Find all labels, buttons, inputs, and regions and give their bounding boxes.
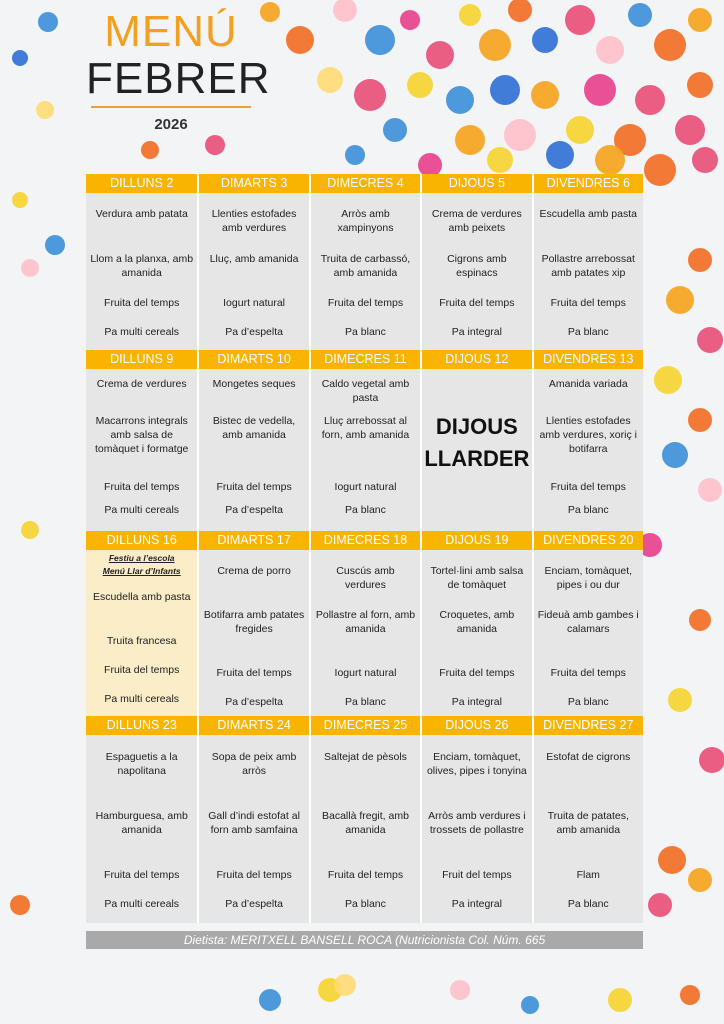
menu-title: [86, 7, 271, 133]
menu-bread: Pa d’espelta: [225, 696, 283, 708]
menu-dessert: Fruita del temps: [216, 869, 292, 881]
confetti-dot: [259, 989, 281, 1011]
menu-bread: Pa multi cereals: [104, 326, 180, 338]
confetti-dot: [455, 125, 485, 155]
confetti-dot: [654, 29, 686, 61]
confetti-dot: [595, 145, 625, 175]
week-3: [86, 531, 643, 716]
festiu-note: Festiu a l’escola: [108, 553, 175, 563]
confetti-dot: [38, 12, 58, 32]
day-header: DIMECRES 11: [309, 350, 420, 369]
day-cell: [309, 193, 420, 350]
confetti-dot: [675, 115, 705, 145]
day-header: DIVENDRES 27: [532, 716, 643, 735]
confetti-dot: [21, 521, 39, 539]
confetti-dot: [205, 135, 225, 155]
menu-bread: Pa blanc: [567, 504, 609, 516]
confetti-dot: [407, 72, 433, 98]
confetti-dot: [658, 846, 686, 874]
menu-dessert: Fruita del temps: [550, 481, 626, 493]
confetti-dot: [334, 974, 356, 996]
week-header: [86, 716, 643, 735]
confetti-dot: [45, 235, 65, 255]
menu-dessert: Fruita del temps: [550, 667, 626, 679]
week-body: [86, 193, 643, 350]
menu-second-course: Lluç arrebossat al forn, amb amanida: [321, 415, 410, 441]
menu-first-course: Crema de verdures amb peixets: [431, 208, 522, 234]
menu-bread: Pa blanc: [345, 898, 386, 910]
day-cell: [309, 735, 420, 923]
title-divider: [91, 106, 251, 108]
confetti-dot: [688, 248, 712, 272]
menu-bread: Pa d’espelta: [225, 898, 283, 910]
menu-first-course: Verdura amb patata: [95, 208, 188, 220]
confetti-dot: [680, 985, 700, 1005]
confetti-dot: [36, 101, 54, 119]
confetti-dot: [479, 29, 511, 61]
day-cell: [86, 735, 197, 923]
confetti-dot: [490, 75, 520, 105]
confetti-dot: [688, 868, 712, 892]
menu-first-course: Espaguetis a la napolitana: [105, 751, 178, 777]
menu-first-course: Llenties estofades amb verdures: [211, 208, 297, 234]
day-header: DIJOUS 26: [420, 716, 531, 735]
confetti-dot: [317, 67, 343, 93]
menu-dessert: Iogurt natural: [223, 297, 286, 309]
menu-dessert: Flam: [576, 869, 600, 881]
menu-first-course: Enciam, tomàquet, olives, pipes i tonyina: [426, 751, 527, 777]
menu-first-course: Escudella amb pasta: [539, 208, 637, 220]
menu-first-course: Cuscús amb verdures: [336, 565, 395, 591]
menu-dessert: Fruita del temps: [327, 297, 404, 309]
menu-grid: [86, 174, 643, 923]
confetti-dot: [666, 286, 694, 314]
day-header: DIMARTS 10: [197, 350, 308, 369]
confetti-dot: [546, 141, 574, 169]
menu-bread: Pa blanc: [345, 696, 386, 708]
menu-first-course: Mongetes seques: [212, 378, 296, 390]
confetti-dot: [688, 408, 712, 432]
menu-dessert: Fruita del temps: [327, 869, 404, 881]
menu-dessert: Fruita del temps: [104, 664, 180, 676]
menu-bread: Pa blanc: [345, 326, 386, 338]
confetti-dot: [365, 25, 395, 55]
confetti-dot: [504, 119, 536, 151]
confetti-dot: [608, 988, 632, 1012]
menu-second-course: Botifarra amb patates fregides: [203, 609, 305, 635]
special-day-label: DIJOUS LLARDER: [424, 414, 530, 471]
menu-dessert: Iogurt natural: [334, 667, 397, 679]
menu-dessert: Fruita del temps: [104, 869, 180, 881]
confetti-dot: [426, 41, 454, 69]
menu-second-course: Pollastre al forn, amb amanida: [315, 609, 416, 635]
day-header: DIJOUS 19: [420, 531, 531, 550]
confetti-dot: [635, 85, 665, 115]
day-header: DIMECRES 25: [309, 716, 420, 735]
confetti-dot: [12, 50, 28, 66]
menu-second-course: Truita francesa: [106, 635, 177, 647]
menu-dessert: Fruita del temps: [216, 481, 292, 493]
day-cell: [197, 193, 308, 350]
day-header: DIVENDRES 6: [532, 174, 643, 193]
menu-bread: Pa d’espelta: [225, 504, 283, 516]
menu-second-course: Pollastre arrebossat amb patates xip: [541, 253, 635, 279]
menu-dessert: Fruita del temps: [439, 297, 515, 309]
day-header: DIMARTS 24: [197, 716, 308, 735]
confetti-dot: [286, 26, 314, 54]
menu-dessert: Fruita del temps: [104, 297, 180, 309]
confetti-dot: [532, 27, 558, 53]
confetti-dot: [260, 2, 280, 22]
day-cell: [197, 369, 308, 531]
confetti-dot: [596, 36, 624, 64]
menu-second-course: Gall d’indi estofat al forn amb samfaina: [208, 810, 300, 836]
confetti-dot: [487, 147, 513, 173]
confetti-dot: [333, 0, 357, 22]
week-header: [86, 174, 643, 193]
menu-second-course: Fideuà amb gambes i calamars: [537, 609, 639, 635]
menu-dessert: Fruita del temps: [550, 297, 626, 309]
menu-first-course: Arròs amb xampinyons: [337, 208, 394, 234]
confetti-dot: [628, 3, 652, 27]
menu-bread: Pa integral: [451, 898, 502, 910]
day-cell: [532, 735, 643, 923]
day-header: DIVENDRES 13: [532, 350, 643, 369]
menu-first-course: Amanida variada: [548, 378, 628, 390]
menu-first-course: Saltejat de pèsols: [324, 751, 407, 763]
title-month: FEBRER: [86, 54, 271, 103]
menu-bread: Pa multi cereals: [104, 898, 180, 910]
menu-second-course: Hamburguesa, amb amanida: [95, 810, 188, 836]
menu-dessert: Fruit del temps: [442, 869, 512, 881]
menu-bread: Pa blanc: [567, 898, 609, 910]
day-header: DIJOUS 12: [420, 350, 531, 369]
menu-first-course: Escudella amb pasta: [92, 591, 191, 603]
confetti-dot: [697, 327, 723, 353]
confetti-dot: [662, 442, 688, 468]
menu-second-course: Bistec de vedella, amb amanida: [212, 415, 296, 441]
week-2: [86, 350, 643, 531]
menu-second-course: Llom a la planxa, amb amanida: [90, 253, 194, 279]
day-cell: [197, 735, 308, 923]
confetti-dot: [688, 8, 712, 32]
day-header: DIMECRES 4: [309, 174, 420, 193]
menu-bread: Pa blanc: [567, 326, 609, 338]
day-cell: [86, 193, 197, 350]
day-cell: [86, 369, 197, 531]
festiu-note: Menú Llar d’Infants: [102, 566, 181, 576]
title-year: 2026: [154, 116, 188, 133]
menu-first-course: Crema de verdures: [96, 378, 187, 390]
confetti-dot: [383, 118, 407, 142]
confetti-dot: [692, 147, 718, 173]
day-header: DILLUNS 16: [106, 533, 177, 547]
menu-bread: Pa multi cereals: [104, 504, 180, 516]
day-header: DILLUNS 23: [106, 718, 177, 732]
confetti-dot: [521, 996, 539, 1014]
title-menu: MENÚ: [104, 7, 238, 56]
menu-first-course: Crema de porro: [217, 565, 291, 577]
confetti-dot: [400, 10, 420, 30]
day-cell: [532, 550, 643, 716]
menu-bread: Pa d’espelta: [225, 326, 283, 338]
dietitian-footer: Dietista: MERITXELL BANSELL ROCA (Nutricionista Col. Núm. 665: [86, 931, 643, 949]
menu-second-course: Cigrons amb espinacs: [447, 253, 507, 279]
menu-second-course: Arròs amb verdures i trossets de pollastre: [428, 810, 526, 836]
menu-bread: Pa multi cereals: [104, 693, 180, 705]
menu-first-course: Sopa de peix amb arròs: [211, 751, 297, 777]
confetti-dot: [508, 0, 532, 22]
confetti-dot: [584, 74, 616, 106]
confetti-dot: [354, 79, 386, 111]
menu-dessert: Fruita del temps: [104, 481, 180, 493]
week-header: [86, 350, 643, 369]
day-cell: [532, 369, 643, 531]
confetti-dot: [141, 141, 159, 159]
confetti-dot: [345, 145, 365, 165]
day-header: DIMARTS 3: [197, 174, 308, 193]
week-4: [86, 716, 643, 923]
menu-second-course: Llenties estofades amb verdures, xoriç i botifarra: [539, 415, 637, 455]
menu-first-course: Estofat de cigrons: [546, 751, 631, 763]
confetti-dot: [10, 895, 30, 915]
menu-first-course: Enciam, tomàquet, pipes i ou dur: [544, 565, 633, 591]
day-header: DILLUNS 9: [110, 352, 174, 366]
confetti-dot: [531, 81, 559, 109]
day-cell: [309, 550, 420, 716]
confetti-dot: [648, 893, 672, 917]
menu-bread: Pa blanc: [345, 504, 386, 516]
confetti-dot: [450, 980, 470, 1000]
day-cell: [532, 193, 643, 350]
week-body: [86, 550, 643, 716]
menu-second-course: Croquetes, amb amanida: [439, 609, 515, 635]
confetti-dot: [12, 192, 28, 208]
confetti-dot: [459, 4, 481, 26]
day-header: DIMECRES 18: [309, 531, 420, 550]
menu-dessert: Fruita del temps: [216, 667, 292, 679]
day-cell: [420, 550, 531, 716]
menu-second-course: Macarrons integrals amb salsa de tomàquet i formatge: [95, 415, 189, 455]
menu-dessert: Fruita del temps: [439, 667, 515, 679]
confetti-dot: [668, 688, 692, 712]
day-cell: [420, 193, 531, 350]
menu-first-course: Tortel·lini amb salsa de tomàquet: [430, 565, 524, 591]
day-cell: [197, 550, 308, 716]
menu-second-course: Truita de carbassó, amb amanida: [320, 253, 411, 279]
week-body: [86, 369, 643, 531]
day-cell: [309, 369, 420, 531]
day-cell-festiu: [86, 550, 197, 716]
confetti-dot: [687, 72, 713, 98]
confetti-dot: [566, 116, 594, 144]
menu-dessert: Iogurt natural: [334, 481, 397, 493]
week-body: [86, 735, 643, 923]
menu-first-course: Caldo vegetal amb pasta: [321, 378, 410, 404]
menu-bread: Pa integral: [451, 696, 502, 708]
day-header: DILLUNS 2: [110, 176, 174, 190]
confetti-dot: [654, 366, 682, 394]
day-cell-special: [420, 369, 531, 531]
menu-second-course: Bacallà fregit, amb amanida: [321, 810, 409, 836]
week-1: [86, 174, 643, 350]
menu-second-course: Truita de patates, amb amanida: [547, 810, 629, 836]
confetti-dot: [446, 86, 474, 114]
menu-bread: Pa blanc: [567, 696, 609, 708]
day-header: DIMARTS 17: [197, 531, 308, 550]
week-header: [86, 531, 643, 550]
menu-second-course: Lluç, amb amanida: [209, 253, 299, 265]
confetti-dot: [565, 5, 595, 35]
confetti-dot: [699, 747, 724, 773]
day-cell: [420, 735, 531, 923]
menu-bread: Pa integral: [451, 326, 502, 338]
confetti-dot: [689, 609, 711, 631]
confetti-dot: [21, 259, 39, 277]
confetti-dot: [698, 478, 722, 502]
day-header: DIVENDRES 20: [532, 531, 643, 550]
confetti-dot: [644, 154, 676, 186]
day-header: DIJOUS 5: [420, 174, 531, 193]
